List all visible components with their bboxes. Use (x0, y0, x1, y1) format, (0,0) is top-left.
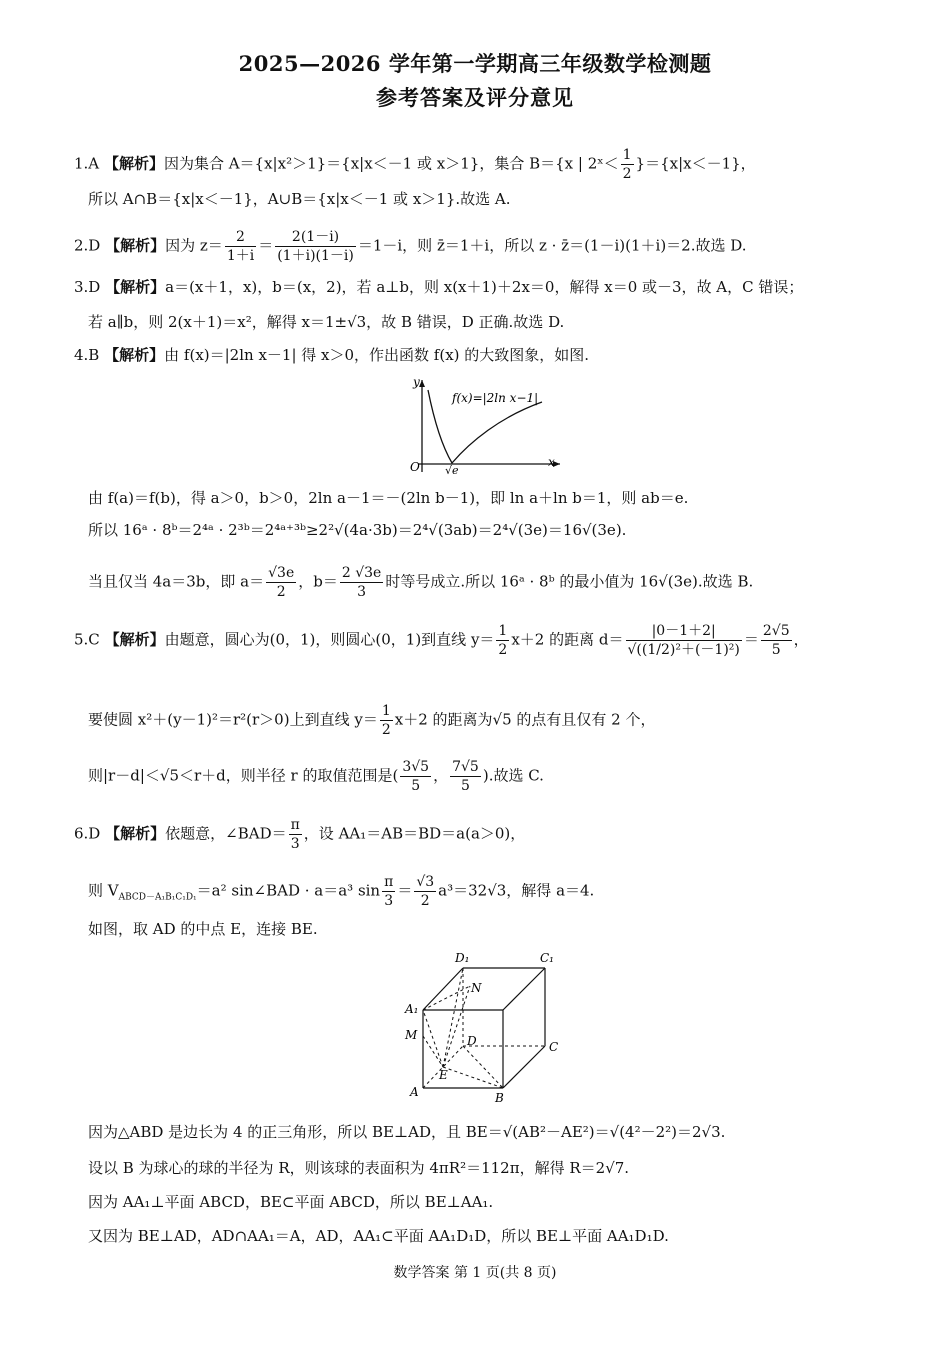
q2-analysis-tag: 【解析】 (105, 236, 166, 255)
q5-text-e: 要使圆 x²＋(y－1)²＝r²(r＞0)上到直线 y＝ (88, 710, 378, 729)
label-A1: A₁ (405, 1002, 419, 1016)
q5-half-fraction-2 (380, 702, 393, 739)
frac-denominator: 3 (357, 584, 367, 600)
q4-text-a: 当且仅当 4a＝3b，即 a＝ (88, 572, 265, 591)
q4-line3: 所以 16ᵃ · 8ᵇ＝2⁴ᵃ · 2³ᵇ＝2⁴ᵃ⁺³ᵇ≥2²√(4a·3b)＝2⁴√(3ab)＝2⁴√(3e)＝16√(3e). (88, 521, 627, 539)
q6-text-c: 则 V (88, 881, 119, 900)
q6-analysis-tag: 【解析】 (105, 824, 166, 843)
q1-text-b: }＝{x|x＜－1}， (635, 154, 756, 173)
page-title: 2025—2026 学年第一学期高三年级数学检测题 (238, 51, 712, 76)
q1-analysis-tag: 【解析】 (103, 154, 164, 173)
frac-denominator: 5 (461, 778, 470, 794)
page-subtitle: 参考答案及评分意见 (376, 85, 574, 110)
frac-denominator: 3 (384, 893, 394, 909)
frac-denominator: 5 (411, 778, 421, 794)
frac-numerator: √3e (268, 565, 295, 581)
q4-line1 (74, 344, 589, 366)
q5-text-g: 则|r－d|＜√5＜r＋d，则半径 r 的取值范围是( (88, 766, 399, 785)
frac-denominator: 5 (771, 642, 781, 658)
q5-line2 (88, 702, 655, 739)
label-D1: D₁ (455, 951, 470, 965)
frac-numerator: 3√5 (402, 759, 430, 775)
frac-numerator: π (290, 817, 300, 833)
q2-line1 (74, 228, 747, 265)
frac-denominator: 2 (498, 642, 508, 658)
q5-range-lower (400, 758, 431, 795)
frac-numerator: 1 (381, 703, 391, 719)
segment-EB (443, 1067, 503, 1088)
frac-denominator: 1＋i (226, 248, 255, 264)
q4-function-graph (400, 372, 570, 477)
q5-text-h: ).故选 C. (482, 766, 544, 785)
q5-text-c: ＝ (743, 630, 759, 649)
q6-text-d: ＝a² sin∠BAD · a＝a³ sin (196, 881, 381, 900)
label-B: B (495, 1091, 504, 1105)
frac-numerator: 2 √3e (341, 565, 382, 581)
q1-line2: 所以 A∩B＝{x|x＜－1}，A∪B＝{x|x＜－1 或 x＞1}.故选 A. (88, 190, 511, 208)
q4-number: 4.B (74, 346, 100, 364)
graph-origin-label: O (410, 460, 420, 474)
frac-denominator: 2 (276, 584, 286, 600)
graph-root-label: √e (445, 464, 459, 477)
segment-ED1 (443, 968, 463, 1067)
q6-volume-subscript: ABCD－A₁B₁C₁D₁ (118, 892, 197, 903)
q6-prism-figure (395, 948, 575, 1108)
frac-numerator: √3 (416, 874, 435, 890)
frac-denominator: 3 (290, 836, 300, 852)
q1-line1 (74, 146, 756, 183)
q1-half-fraction (621, 146, 634, 183)
q6-text-f: a³＝32√3，解得 a＝4. (438, 881, 595, 900)
frac-denominator: 2 (622, 166, 632, 182)
frac-numerator: 7√5 (452, 759, 479, 775)
frac-numerator: 2 (225, 228, 256, 247)
q6-line5: 设以 B 为球心的球的半径为 R，则该球的表面积为 4πR²＝112π，解得 R＝2√7. (88, 1159, 630, 1177)
frac-numerator: |0－1＋2| (626, 622, 742, 641)
graph-function-label: f(x)=|2ln x−1| (452, 391, 539, 405)
label-N: N (471, 981, 482, 995)
frac-numerator: π (384, 874, 394, 890)
q4-line4 (88, 564, 753, 601)
q5-result-fraction (761, 622, 792, 659)
q6-line4: 因为△ABD 是边长为 4 的正三角形，所以 BE⊥AD，且 BE＝√(AB²－AE²)＝√(4²－2²)＝2√3. (88, 1123, 726, 1141)
frac-numerator: 1 (498, 623, 508, 639)
q3-line2: 若 a∥b，则 2(x＋1)＝x²，解得 x＝1±√3，故 B 错误，D 正确.故选 D. (88, 313, 565, 331)
q3-number: 3.D (74, 278, 101, 296)
q5-text-f: x＋2 的距离为√5 的点有且仅有 2 个， (394, 710, 656, 729)
label-D: D (467, 1034, 477, 1048)
segment-ME (423, 1036, 443, 1067)
label-C: C (549, 1040, 559, 1054)
q1-text-a: 因为集合 A＝{x|x²＞1}＝{x|x＜－1 或 x＞1}，集合 B＝{x | 2ˣ＜ (163, 154, 619, 173)
q6-sqrt3-fraction (414, 873, 436, 910)
q5-distance-fraction (626, 622, 742, 659)
edge-A1D1 (423, 968, 463, 1010)
q5-text-a: 由题意，圆心为(0，1)，则圆心(0，1)到直线 y＝ (164, 630, 495, 649)
q6-pi-fraction-2 (382, 873, 395, 910)
q6-line2 (88, 873, 594, 910)
graph-y-label: y (413, 375, 420, 389)
frac-numerator: 1 (622, 147, 632, 163)
q3-line1 (74, 276, 803, 298)
edge-BC (503, 1046, 545, 1088)
label-M: M (405, 1028, 418, 1042)
edge-B1C1 (503, 968, 545, 1010)
q6-line6: 因为 AA₁⊥平面 ABCD，BE⊂平面 ABCD，所以 BE⊥AA₁. (88, 1193, 494, 1211)
q6-text-a: 依题意，∠BAD＝ (165, 824, 287, 843)
q5-line3 (88, 758, 544, 795)
q4-text-c: 时等号成立.所以 16ᵃ · 8ᵇ 的最小值为 16√(3e).故选 B. (385, 572, 754, 591)
q5-text-b: x＋2 的距离 d＝ (511, 630, 624, 649)
frac-denominator: (1＋i)(1－i) (277, 248, 354, 264)
y-axis-arrow-icon (419, 380, 425, 387)
q1-number: 1.A (74, 154, 100, 173)
frac-denominator: 2 (381, 722, 391, 738)
frac-numerator: 2√5 (762, 623, 790, 639)
q4-fraction-1 (266, 564, 296, 601)
segment-DB (463, 1046, 503, 1088)
segment-EA1 (423, 1010, 443, 1067)
label-E: E (439, 1068, 448, 1082)
q4-text-a: 由 f(x)＝|2ln x－1| 得 x＞0，作出函数 f(x) 的大致图象，如图. (164, 346, 590, 364)
q4-fraction-2 (340, 564, 383, 601)
q5-range-upper (450, 758, 481, 795)
q6-line3: 如图，取 AD 的中点 E，连接 BE. (88, 920, 318, 938)
q2-text-b: ＝1－i，则 z̄＝1＋i，所以 z · z̄＝(1－i)(1＋i)＝2.故选 D. (357, 236, 747, 255)
q4-line2: 由 f(a)＝f(b)，得 a＞0，b＞0，2ln a－1＝－(2ln b－1)，即 ln a＋ln b＝1，则 ab＝e. (88, 489, 689, 507)
q4-text-b: ，b＝ (298, 572, 338, 591)
q2-text-a: 因为 z＝ (165, 236, 223, 255)
page-footer: 数学答案 第 1 页(共 8 页) (393, 1265, 557, 1281)
q2-eq: ＝ (258, 236, 274, 255)
label-A: A (410, 1085, 419, 1099)
q4-analysis-tag: 【解析】 (104, 346, 165, 364)
frac-denominator: √((1/2)²＋(－1)²) (627, 642, 740, 658)
q5-analysis-tag: 【解析】 (104, 630, 165, 649)
frac-denominator: 2 (420, 893, 430, 909)
q6-line1 (74, 816, 525, 853)
q3-analysis-tag: 【解析】 (105, 278, 166, 296)
q6-pi-fraction (289, 816, 302, 853)
q5-range-sep: ， (433, 766, 449, 785)
q6-number: 6.D (74, 824, 101, 843)
graph-x-label: x (548, 455, 555, 469)
q5-number: 5.C (74, 630, 100, 649)
q6-text-b: ，设 AA₁＝AB＝BD＝a(a＞0)， (303, 824, 526, 843)
label-C1: C₁ (540, 951, 554, 965)
q5-text-d: ， (793, 630, 809, 649)
q6-text-e: ＝ (397, 881, 413, 900)
q2-fraction-1 (225, 228, 256, 265)
frac-numerator: 2(1－i) (275, 228, 356, 247)
q2-number: 2.D (74, 236, 101, 255)
q3-text-a: a＝(x＋1，x)，b＝(x，2)，若 a⊥b，则 x(x＋1)＋2x＝0，解得 x＝0 或－3，故 A，C 错误； (165, 278, 804, 296)
q2-fraction-2 (275, 228, 356, 265)
q5-half-fraction (496, 622, 509, 659)
q6-line7: 又因为 BE⊥AD，AD∩AA₁＝A，AD，AA₁⊂平面 AA₁D₁D，所以 BE⊥平面 AA₁D₁D. (88, 1227, 669, 1245)
q5-line1 (74, 622, 809, 659)
